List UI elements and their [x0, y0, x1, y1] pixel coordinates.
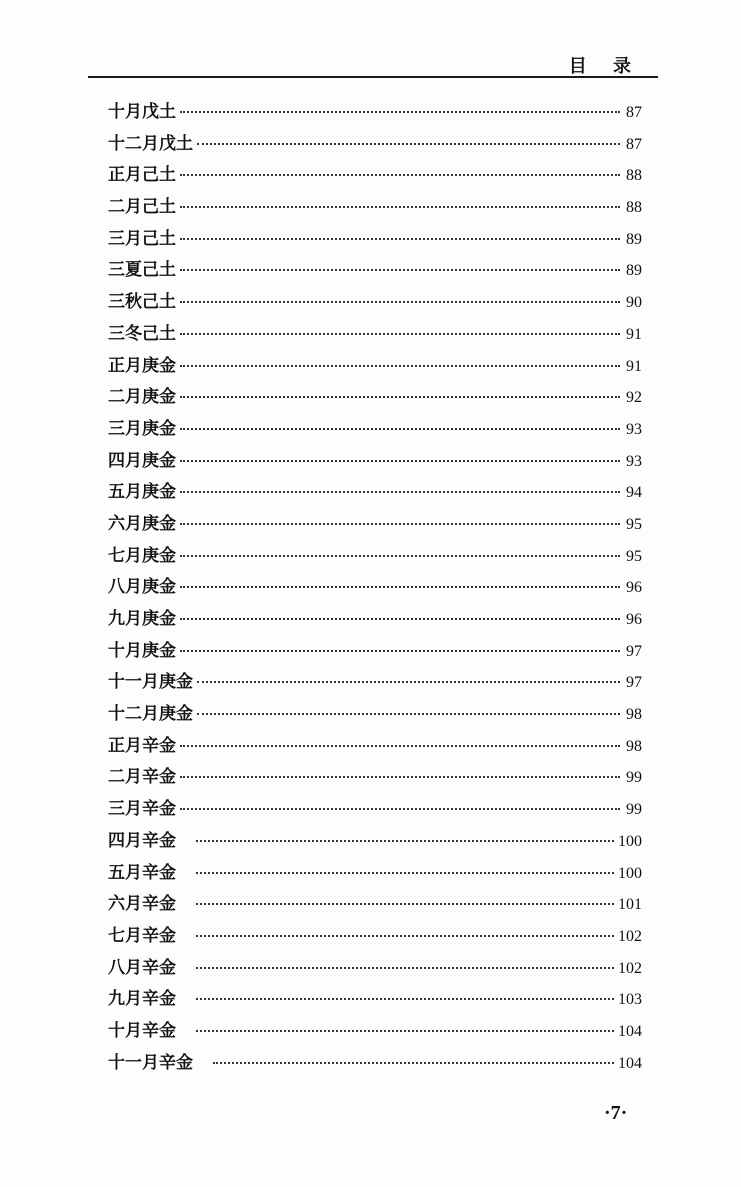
- toc-entry-title: 六月庚金: [108, 513, 176, 534]
- toc-entry[interactable]: [108, 160, 642, 192]
- toc-entry-title: 十月戊土: [108, 102, 176, 122]
- toc-entry-page: 100: [618, 832, 642, 850]
- toc-entry[interactable]: [108, 984, 642, 1016]
- dot-leader: [180, 365, 620, 367]
- toc-entry-page: 91: [626, 325, 642, 343]
- toc-entry-page: 94: [626, 484, 642, 502]
- toc-entry-page: 89: [626, 262, 642, 280]
- toc-entry-title: 三月庚金: [108, 418, 176, 439]
- toc-entry[interactable]: [108, 1016, 642, 1048]
- toc-entry[interactable]: [108, 826, 642, 858]
- dot-leader: [180, 174, 620, 176]
- dot-leader: [180, 238, 620, 240]
- toc-entry-page: 92: [626, 389, 642, 407]
- toc-entry[interactable]: [108, 953, 642, 985]
- toc-entry-page: 88: [626, 199, 642, 217]
- toc-entry-page: 97: [626, 642, 642, 660]
- dot-leader: [180, 269, 620, 271]
- toc-entry[interactable]: [108, 351, 642, 383]
- toc-entry-title: 十二月庚金: [108, 704, 193, 725]
- dot-leader: [180, 428, 620, 430]
- toc-entry-page: 104: [618, 1022, 642, 1040]
- toc-entry-page: 87: [626, 135, 642, 153]
- toc-entry-title: 五月辛金: [108, 862, 176, 883]
- toc-entry-title: 十月辛金: [108, 1020, 176, 1041]
- toc-entry-page: 99: [626, 801, 642, 819]
- toc-entry[interactable]: [108, 541, 642, 573]
- toc-entry[interactable]: [108, 731, 642, 763]
- dot-leader: [180, 206, 620, 208]
- toc-entry-page: 99: [626, 769, 642, 787]
- toc-entry-page: 93: [626, 420, 642, 438]
- toc-entry[interactable]: [108, 446, 642, 478]
- dot-leader: [180, 111, 620, 113]
- toc-entry-title: 四月庚金: [108, 450, 176, 471]
- toc-entry-title: 十一月庚金: [108, 672, 193, 693]
- toc-entry-page: 104: [618, 1054, 642, 1072]
- toc-entry[interactable]: [108, 1048, 642, 1080]
- toc-entry-page: 96: [626, 579, 642, 597]
- dot-leader: [180, 586, 620, 588]
- toc-entry-page: 88: [626, 167, 642, 185]
- header-rule: [88, 76, 658, 78]
- toc-entry-title: 三月辛金: [108, 799, 176, 820]
- dot-leader: [196, 903, 614, 905]
- toc-entry-title: 六月辛金: [108, 894, 176, 915]
- dot-leader: [180, 808, 620, 810]
- dot-leader: [196, 872, 614, 874]
- toc-entry-title: 三夏己土: [108, 260, 176, 281]
- toc-entry[interactable]: [108, 889, 642, 921]
- dot-leader: [180, 650, 620, 652]
- dot-leader: [180, 776, 620, 778]
- toc-entry-title: 正月己土: [108, 165, 176, 186]
- toc-entry-page: 100: [618, 864, 642, 882]
- dot-leader: [180, 618, 620, 620]
- toc-entry[interactable]: [108, 319, 642, 351]
- toc-entry[interactable]: [108, 129, 642, 161]
- toc-entry-page: 97: [626, 674, 642, 692]
- toc-entry[interactable]: [108, 921, 642, 953]
- toc-entry-page: 103: [618, 991, 642, 1009]
- toc-entry[interactable]: [108, 794, 642, 826]
- toc-entry-title: 三秋己土: [108, 292, 176, 313]
- toc-entry-page: 96: [626, 611, 642, 628]
- dot-leader: [180, 555, 620, 557]
- toc-entry-title: 二月辛金: [108, 767, 176, 788]
- toc-entry[interactable]: [108, 97, 642, 129]
- toc-entry-page: 98: [626, 737, 642, 755]
- toc-entry-title: 正月庚金: [108, 355, 176, 376]
- toc-entry-title: 七月庚金: [108, 545, 176, 566]
- dot-leader: [180, 460, 620, 462]
- toc-entry[interactable]: [108, 604, 642, 636]
- toc-entry[interactable]: [108, 255, 642, 287]
- toc-entry[interactable]: [108, 667, 642, 699]
- dot-leader: [196, 1030, 614, 1032]
- toc-entry-title: 九月辛金: [108, 989, 176, 1010]
- toc-entry-title: 四月辛金: [108, 830, 176, 851]
- dot-leader: [180, 333, 620, 335]
- toc-entry[interactable]: [108, 382, 642, 414]
- dot-leader: [196, 998, 614, 1000]
- toc-entry-title: 八月辛金: [108, 957, 176, 978]
- table-of-contents: [108, 97, 642, 1079]
- toc-entry[interactable]: [108, 572, 642, 604]
- toc-entry-title: 十一月辛金: [108, 1052, 193, 1073]
- toc-entry-page: 95: [626, 547, 642, 565]
- toc-entry-title: 二月庚金: [108, 387, 176, 408]
- dot-leader: [196, 935, 614, 937]
- toc-entry[interactable]: [108, 414, 642, 446]
- toc-entry-page: 102: [618, 959, 642, 977]
- dot-leader: [196, 967, 614, 969]
- dot-leader: [213, 1062, 614, 1064]
- dot-leader: [180, 491, 620, 493]
- dot-leader: [180, 301, 620, 303]
- toc-entry-title: 九月庚金: [108, 609, 176, 629]
- toc-entry-title: 八月庚金: [108, 577, 176, 598]
- page-number: ·7·: [604, 1102, 628, 1124]
- toc-entry-page: 87: [626, 104, 642, 121]
- toc-entry-title: 二月己土: [108, 197, 176, 218]
- toc-entry-page: 90: [626, 294, 642, 312]
- toc-entry[interactable]: [108, 636, 642, 668]
- toc-entry[interactable]: [108, 858, 642, 890]
- toc-entry-title: 五月庚金: [108, 482, 176, 503]
- toc-entry-page: 93: [626, 452, 642, 470]
- toc-entry-page: 102: [618, 927, 642, 945]
- toc-entry[interactable]: [108, 699, 642, 731]
- toc-entry-title: 正月辛金: [108, 735, 176, 756]
- toc-entry-page: 89: [626, 230, 642, 248]
- toc-entry[interactable]: [108, 762, 642, 794]
- toc-entry-page: 101: [618, 896, 642, 914]
- running-header: 目 录: [568, 56, 641, 77]
- toc-entry[interactable]: [108, 287, 642, 319]
- toc-entry-title: 十二月戊土: [108, 133, 193, 154]
- toc-entry-page: 98: [626, 706, 642, 724]
- toc-entry-title: 七月辛金: [108, 925, 176, 946]
- toc-entry-page: 95: [626, 515, 642, 533]
- dot-leader: [197, 681, 620, 683]
- toc-entry-title: 十月庚金: [108, 640, 176, 661]
- toc-entry[interactable]: [108, 477, 642, 509]
- toc-entry-page: 91: [626, 357, 642, 375]
- toc-entry[interactable]: [108, 509, 642, 541]
- toc-entry[interactable]: [108, 192, 642, 224]
- toc-entry[interactable]: [108, 224, 642, 256]
- dot-leader: [180, 396, 620, 398]
- toc-entry-title: 三冬己土: [108, 323, 176, 344]
- dot-leader: [180, 745, 620, 747]
- dot-leader: [180, 523, 620, 525]
- dot-leader: [197, 143, 620, 145]
- dot-leader: [196, 840, 614, 842]
- dot-leader: [197, 713, 620, 715]
- toc-entry-title: 三月己土: [108, 228, 176, 249]
